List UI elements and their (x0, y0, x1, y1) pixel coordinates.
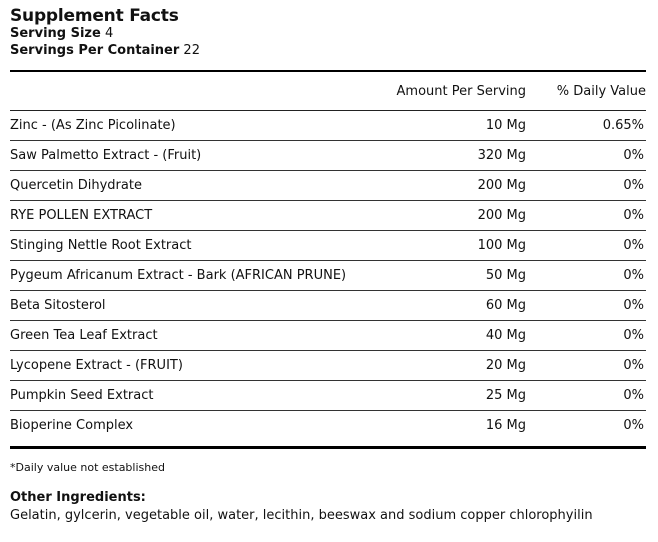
ingredient-name: Beta Sitosterol (10, 298, 106, 313)
table-row (10, 171, 646, 201)
table-row (10, 111, 646, 141)
ingredient-amount: 100 Mg (477, 238, 526, 253)
ingredient-daily-value: 0% (623, 178, 644, 193)
ingredient-daily-value: 0% (623, 268, 644, 283)
ingredient-amount: 320 Mg (477, 148, 526, 163)
ingredient-name: Zinc - (As Zinc Picolinate) (10, 118, 176, 133)
ingredient-amount: 20 Mg (485, 358, 526, 373)
ingredients-table (10, 110, 646, 440)
table-row (10, 321, 646, 351)
ingredient-amount: 10 Mg (485, 118, 526, 133)
ingredient-daily-value: 0% (623, 208, 644, 223)
ingredient-daily-value: 0% (623, 148, 644, 163)
ingredient-name: Bioperine Complex (10, 418, 134, 433)
table-row (10, 231, 646, 261)
servings-per-container-label: Servings Per Container (10, 43, 180, 58)
ingredient-name: Lycopene Extract - (FRUIT) (10, 358, 183, 373)
ingredient-daily-value: 0% (623, 298, 644, 313)
daily-value-footnote: *Daily value not established (10, 461, 165, 474)
servings-per-container (10, 43, 200, 59)
panel-title: Supplement Facts (10, 6, 179, 26)
table-row (10, 291, 646, 321)
ingredient-amount: 16 Mg (485, 418, 526, 433)
ingredient-amount: 40 Mg (485, 328, 526, 343)
other-ingredients-text: Gelatin, gylcerin, vegetable oil, water, lecithin, beeswax and sodium copper chlorophyilin (10, 508, 593, 523)
daily-value-column-header: % Daily Value (556, 84, 646, 99)
table-row (10, 141, 646, 171)
top-divider (10, 70, 646, 72)
other-ingredients-label: Other Ingredients: (10, 490, 146, 505)
ingredient-name: Quercetin Dihydrate (10, 178, 142, 193)
ingredient-amount: 25 Mg (485, 388, 526, 403)
table-row (10, 351, 646, 381)
ingredient-name: Saw Palmetto Extract - (Fruit) (10, 148, 202, 163)
serving-size-label: Serving Size (10, 26, 101, 41)
ingredient-amount: 60 Mg (485, 298, 526, 313)
ingredient-rows (10, 111, 646, 440)
ingredient-daily-value: 0% (623, 418, 644, 433)
serving-size-value: 4 (104, 26, 114, 41)
table-row (10, 261, 646, 291)
serving-size (10, 26, 113, 42)
ingredient-daily-value: 0.65% (602, 118, 644, 133)
servings-per-container-value: 22 (183, 43, 200, 58)
ingredient-name: Stinging Nettle Root Extract (10, 238, 192, 253)
ingredient-daily-value: 0% (623, 358, 644, 373)
ingredient-amount: 50 Mg (485, 268, 526, 283)
ingredient-amount: 200 Mg (477, 178, 526, 193)
amount-column-header: Amount Per Serving (396, 84, 526, 99)
ingredient-daily-value: 0% (623, 388, 644, 403)
ingredient-amount: 200 Mg (477, 208, 526, 223)
ingredient-name: Pygeum Africanum Extract - Bark (AFRICAN PRUNE) (10, 268, 347, 283)
ingredient-daily-value: 0% (623, 238, 644, 253)
ingredient-name: Green Tea Leaf Extract (10, 328, 158, 343)
table-row (10, 201, 646, 231)
ingredient-name: Pumpkin Seed Extract (10, 388, 154, 403)
bottom-divider (10, 446, 646, 449)
ingredient-daily-value: 0% (623, 328, 644, 343)
ingredient-name: RYE POLLEN EXTRACT (10, 208, 153, 223)
table-row (10, 411, 646, 440)
table-row (10, 381, 646, 411)
